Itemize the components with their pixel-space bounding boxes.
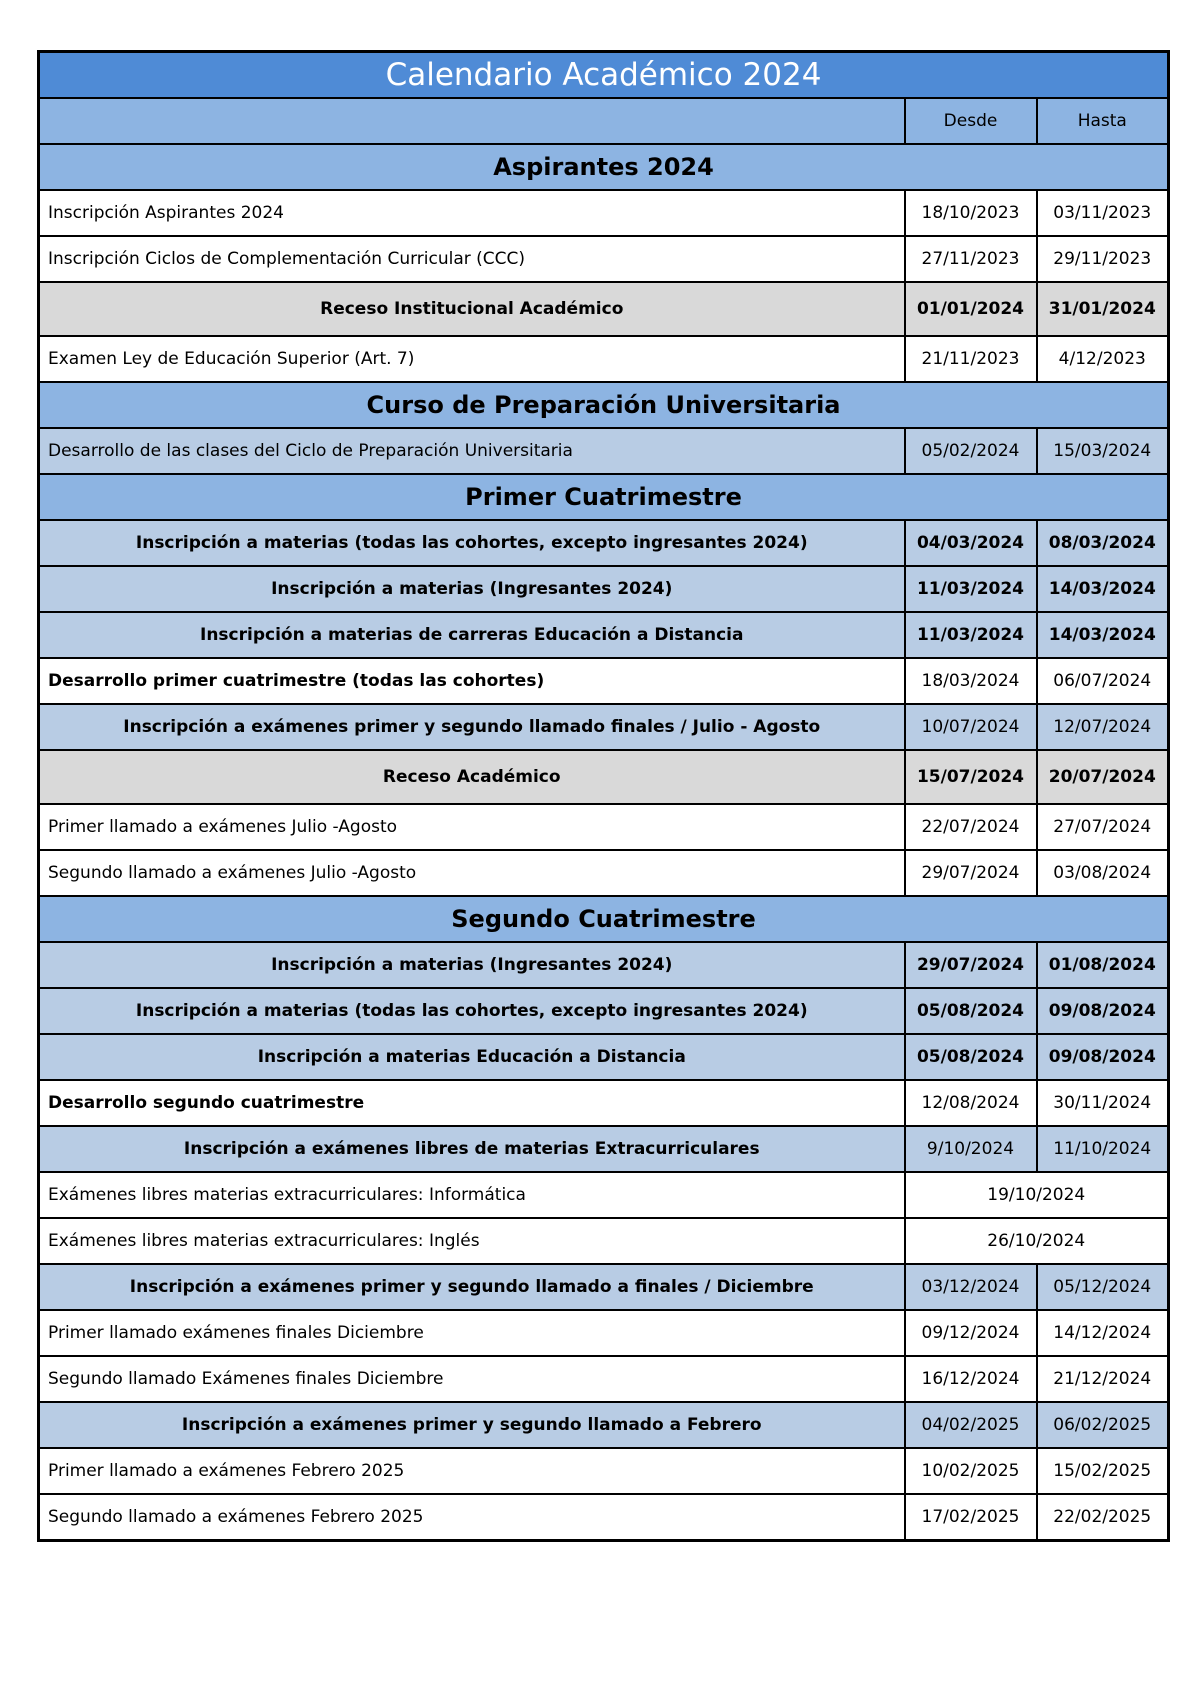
event-row [39, 1034, 1169, 1080]
event-label: Inscripción a materias (todas las cohortes, excepto ingresantes 2024) [39, 988, 905, 1034]
date-desde: 11/03/2024 [905, 612, 1037, 658]
event-label: Desarrollo de las clases del Ciclo de Preparación Universitaria [39, 428, 905, 474]
date-desde: 04/03/2024 [905, 520, 1037, 566]
section-title: Primer Cuatrimestre [39, 474, 1169, 520]
event-date: 26/10/2024 [905, 1218, 1169, 1264]
date-desde: 15/07/2024 [905, 750, 1037, 804]
date-hasta: 31/01/2024 [1037, 282, 1169, 336]
date-desde: 01/01/2024 [905, 282, 1037, 336]
date-desde: 22/07/2024 [905, 804, 1037, 850]
event-row [39, 850, 1169, 896]
column-header-desde: Desde [905, 98, 1037, 144]
date-hasta: 20/07/2024 [1037, 750, 1169, 804]
event-row [39, 336, 1169, 382]
event-row [39, 704, 1169, 750]
date-desde: 04/02/2025 [905, 1402, 1037, 1448]
date-hasta: 03/08/2024 [1037, 850, 1169, 896]
date-hasta: 03/11/2023 [1037, 190, 1169, 236]
date-desde: 09/12/2024 [905, 1310, 1037, 1356]
event-row [39, 1172, 1169, 1218]
date-desde: 11/03/2024 [905, 566, 1037, 612]
event-row [39, 1494, 1169, 1541]
event-label: Inscripción a materias (Ingresantes 2024) [39, 566, 905, 612]
event-row [39, 428, 1169, 474]
event-row [39, 1218, 1169, 1264]
date-hasta: 27/07/2024 [1037, 804, 1169, 850]
date-hasta: 21/12/2024 [1037, 1356, 1169, 1402]
section-row [39, 896, 1169, 942]
event-label: Inscripción Aspirantes 2024 [39, 190, 905, 236]
date-desde: 21/11/2023 [905, 336, 1037, 382]
event-label: Inscripción a exámenes primer y segundo llamado finales / Julio - Agosto [39, 704, 905, 750]
event-row [39, 1310, 1169, 1356]
date-hasta: 05/12/2024 [1037, 1264, 1169, 1310]
event-label: Inscripción Ciclos de Complementación Curricular (CCC) [39, 236, 905, 282]
calendar-body [39, 52, 1169, 1541]
event-row [39, 804, 1169, 850]
event-label: Desarrollo segundo cuatrimestre [39, 1080, 905, 1126]
section-title: Segundo Cuatrimestre [39, 896, 1169, 942]
event-row [39, 190, 1169, 236]
event-label: Segundo llamado Exámenes finales Diciembre [39, 1356, 905, 1402]
event-label: Primer llamado a exámenes Julio -Agosto [39, 804, 905, 850]
recess-row [39, 282, 1169, 336]
date-hasta: 30/11/2024 [1037, 1080, 1169, 1126]
event-row [39, 1264, 1169, 1310]
event-label: Inscripción a materias de carreras Educación a Distancia [39, 612, 905, 658]
date-desde: 9/10/2024 [905, 1126, 1037, 1172]
event-row [39, 1356, 1169, 1402]
event-date: 19/10/2024 [905, 1172, 1169, 1218]
event-row [39, 520, 1169, 566]
date-hasta: 06/07/2024 [1037, 658, 1169, 704]
event-label: Inscripción a materias (Ingresantes 2024) [39, 942, 905, 988]
date-desde: 05/08/2024 [905, 1034, 1037, 1080]
event-row [39, 1126, 1169, 1172]
header-blank [39, 98, 905, 144]
event-label: Exámenes libres materias extracurriculares: Inglés [39, 1218, 905, 1264]
column-header-hasta: Hasta [1037, 98, 1169, 144]
section-title: Curso de Preparación Universitaria [39, 382, 1169, 428]
date-desde: 27/11/2023 [905, 236, 1037, 282]
event-label: Examen Ley de Educación Superior (Art. 7) [39, 336, 905, 382]
date-desde: 12/08/2024 [905, 1080, 1037, 1126]
date-hasta: 08/03/2024 [1037, 520, 1169, 566]
date-desde: 03/12/2024 [905, 1264, 1037, 1310]
event-label: Receso Académico [39, 750, 905, 804]
date-desde: 17/02/2025 [905, 1494, 1037, 1541]
event-row [39, 1448, 1169, 1494]
event-label: Inscripción a exámenes libres de materias Extracurriculares [39, 1126, 905, 1172]
section-row [39, 144, 1169, 190]
date-hasta: 09/08/2024 [1037, 988, 1169, 1034]
date-hasta: 29/11/2023 [1037, 236, 1169, 282]
page-title: Calendario Académico 2024 [39, 52, 1169, 99]
date-hasta: 12/07/2024 [1037, 704, 1169, 750]
recess-row [39, 750, 1169, 804]
date-hasta: 14/03/2024 [1037, 612, 1169, 658]
event-row [39, 658, 1169, 704]
date-hasta: 09/08/2024 [1037, 1034, 1169, 1080]
event-label: Inscripción a exámenes primer y segundo llamado a Febrero [39, 1402, 905, 1448]
event-label: Primer llamado exámenes finales Diciembre [39, 1310, 905, 1356]
event-row [39, 1402, 1169, 1448]
date-desde: 18/03/2024 [905, 658, 1037, 704]
event-label: Exámenes libres materias extracurriculares: Informática [39, 1172, 905, 1218]
date-hasta: 11/10/2024 [1037, 1126, 1169, 1172]
event-row [39, 566, 1169, 612]
date-desde: 10/02/2025 [905, 1448, 1037, 1494]
date-desde: 18/10/2023 [905, 190, 1037, 236]
date-desde: 05/02/2024 [905, 428, 1037, 474]
section-title: Aspirantes 2024 [39, 144, 1169, 190]
date-desde: 16/12/2024 [905, 1356, 1037, 1402]
event-label: Segundo llamado a exámenes Febrero 2025 [39, 1494, 905, 1541]
event-label: Inscripción a materias (todas las cohortes, excepto ingresantes 2024) [39, 520, 905, 566]
date-desde: 05/08/2024 [905, 988, 1037, 1034]
date-hasta: 14/12/2024 [1037, 1310, 1169, 1356]
date-hasta: 22/02/2025 [1037, 1494, 1169, 1541]
event-row [39, 1080, 1169, 1126]
title-row [39, 52, 1169, 99]
date-desde: 29/07/2024 [905, 850, 1037, 896]
section-row [39, 474, 1169, 520]
header-row [39, 98, 1169, 144]
academic-calendar-table [37, 50, 1170, 1542]
event-label: Inscripción a materias Educación a Distancia [39, 1034, 905, 1080]
date-hasta: 06/02/2025 [1037, 1402, 1169, 1448]
event-label: Receso Institucional Académico [39, 282, 905, 336]
event-label: Desarrollo primer cuatrimestre (todas las cohortes) [39, 658, 905, 704]
event-row [39, 236, 1169, 282]
date-desde: 10/07/2024 [905, 704, 1037, 750]
event-row [39, 988, 1169, 1034]
date-hasta: 01/08/2024 [1037, 942, 1169, 988]
event-label: Inscripción a exámenes primer y segundo llamado a finales / Diciembre [39, 1264, 905, 1310]
date-hasta: 4/12/2023 [1037, 336, 1169, 382]
event-row [39, 612, 1169, 658]
date-hasta: 14/03/2024 [1037, 566, 1169, 612]
date-desde: 29/07/2024 [905, 942, 1037, 988]
event-row [39, 942, 1169, 988]
date-hasta: 15/03/2024 [1037, 428, 1169, 474]
section-row [39, 382, 1169, 428]
event-label: Segundo llamado a exámenes Julio -Agosto [39, 850, 905, 896]
date-hasta: 15/02/2025 [1037, 1448, 1169, 1494]
event-label: Primer llamado a exámenes Febrero 2025 [39, 1448, 905, 1494]
